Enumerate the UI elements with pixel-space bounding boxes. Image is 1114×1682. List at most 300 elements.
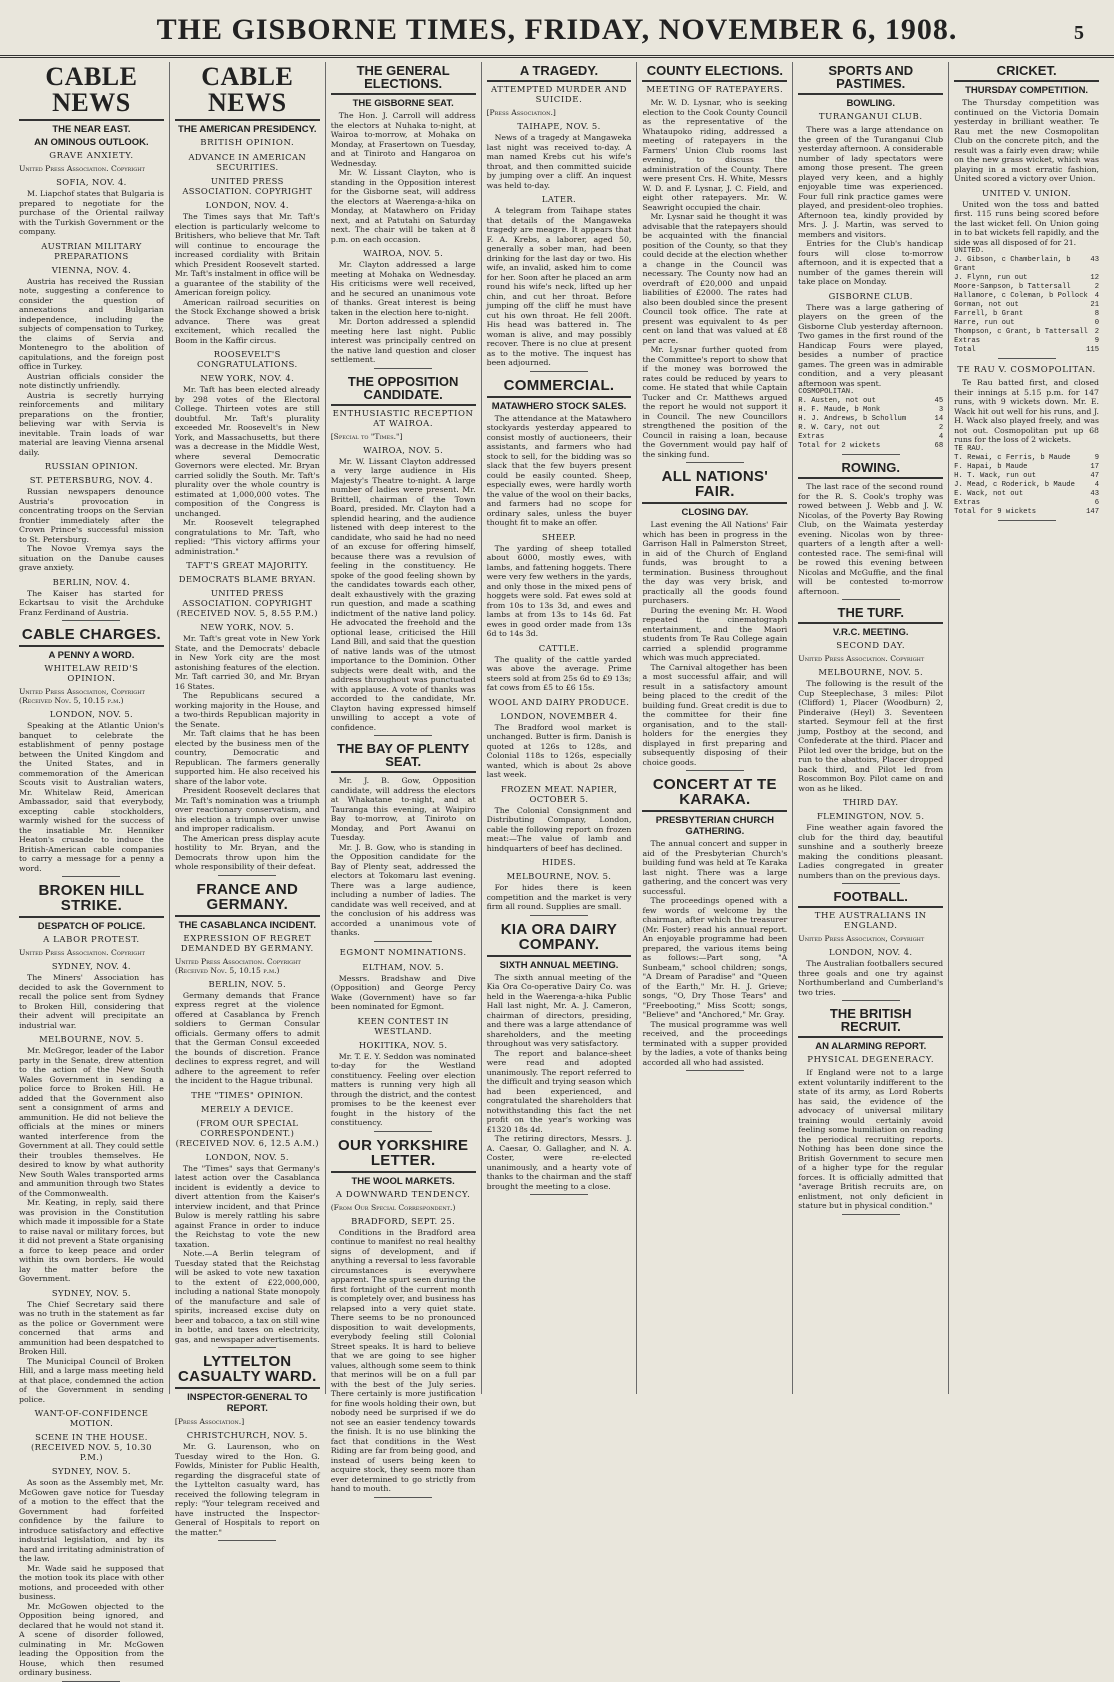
scorecard [798, 388, 943, 451]
section-divider [686, 1070, 744, 1071]
article-paragraph: Mr. Lysnar said he thought it was advisable that the ratepayers should be acquainted with the financial position of the County, so that they could decide at the election whether a change in the Council was necessary. The County now had an overdraft of £20,000 and unpaid liabilities of £2000. The rates had also been doubled since the present Council took office. The rate at present was equivalent to 4s per cent on land that was valued at £8 per acre. [642, 212, 788, 345]
section-divider [62, 1681, 120, 1682]
score-runs: 4 [1094, 480, 1100, 489]
dateline: NEW YORK, NOV. 5. [200, 622, 295, 632]
article-paragraph: The last race of the second round for the R. S. Cook's trophy was rowed between J. Webb and J. W. Nicolas, of the Poverty Bay Rowing Club, on the Waimata yesterday evening. Nicolas won by three-quarters of a length after a well-contested race. The semi-final will be rowed this evening between Nicolas and McGuffie, and the final will be contested to-morrow afternoon. [798, 482, 944, 596]
dateline: UNITED PRESS ASSOCIATION. COPYRIGHT [182, 176, 313, 196]
article-subheading: MATAWHERO STOCK SALES. [491, 400, 627, 412]
page-number: 5 [1074, 22, 1084, 44]
dateline: THE "TIMES" OPINION. [191, 1089, 304, 1100]
score-runs: 3 [938, 406, 944, 414]
score-row [954, 499, 1099, 508]
dateline: MERELY A DEVICE. [200, 1103, 294, 1114]
headline-rule [331, 404, 476, 406]
dateline: LONDON, NOVEMBER 4. [500, 710, 618, 721]
article-kicker: BRITISH OPINION. [200, 138, 295, 148]
press-credit: [Special to "Times."] [330, 431, 403, 441]
section-divider [374, 735, 432, 736]
column [637, 62, 793, 1394]
dateline: HOKITIKA, NOV. 5. [358, 1039, 448, 1050]
dateline: BRADFORD, SEPT. 25. [351, 1215, 456, 1226]
article-kicker: A DOWNWARD TENDENCY. [335, 1189, 471, 1200]
article-paragraph: The Australian footballers secured three goals and one try against Northumberland and Cumberland's two tries. [798, 959, 944, 997]
section-divider [218, 1540, 276, 1541]
score-runs: 8 [1094, 310, 1100, 318]
article-subheading: THE CASABLANCA INCIDENT. [178, 919, 316, 931]
article-headline: THE BRITISH RECRUIT. [829, 1006, 912, 1034]
article-paragraph: The attendance at the Matawhero stockyards yesterday appeared to consist mostly of auctioneers, their assistants, and farmers who had stock to sell, for the bidding was so slack that the few buyers present could be easily counted. Sheep, especially ewes, were hardly worth the value of the wool on their backs, and farmers had no scope for ordinary sales, unless the buyer thought fit to make an offer. [486, 413, 632, 527]
article-kicker: A LABOR PROTEST. [43, 935, 140, 945]
article-paragraph: Messrs. Bradshaw and Dive (Opposition) and George Percy Wake (Government) have so far been nominated for Egmont. [330, 973, 476, 1011]
article-paragraph: The American press display acute hostility to Mr. Bryan, and the Democrats throw upon him the whole responsibility of their defeat. [174, 833, 320, 871]
section-divider [218, 875, 276, 876]
article-paragraph: United won the toss and batted first. 115 runs being scored before the last wicket fell. On Union going in to bat wickets fell rapidly, and the side was all disposed of for 21. [954, 199, 1100, 247]
article-headline: BROKEN HILL STRIKE. [38, 882, 145, 914]
article-subheading: THE GISBORNE SEAT. [352, 98, 454, 109]
article-headline: CABLE CHARGES. [21, 626, 162, 643]
section-divider [530, 371, 588, 372]
dateline: LATER. [541, 194, 577, 204]
article-kicker: ENTHUSIASTIC RECEPTION AT WAIROA. [332, 408, 474, 429]
score-runs: 14 [934, 415, 944, 423]
article-paragraph: The Times says that Mr. Taft's election is particularly welcome to Britishers, who believe that Mr. Taft will continue to encourage the increased cordiality with Britain which President Roosevelt started. Mr. Taft's instalment in office will be a guarantee of the stability of the American foreign policy. [174, 212, 320, 297]
headline-rule [642, 502, 787, 504]
article-paragraph: American railroad securities on the Stock Exchange showed a brisk advance. There was great excitement, which recalled the Boom in the Kaffir circus. [174, 297, 320, 345]
article-paragraph: Mr. W. D. Lysnar, who is seeking election to the Cook County Council as the representative of the Whataupoko riding, addressed a meeting of ratepayers in the Farmers' Union Club rooms last evening, to discuss the administration of the County. There were present Crs. H. White, Messrs W. D. and F. Lysnar, J. C. Field, and eight other ratepayers. Mr. W. Seawright occupied the chair. [642, 98, 788, 212]
dateline: HIDES. [542, 857, 576, 867]
article-paragraph: Mr. J. B. Gow, who is standing in the Opposition candidate for the Bay of Plenty seat, addressed the electors at Tokomaru last evening. There was a large audience, including a number of ladies. The candidate was well received, and at the conclusion of his address was accorded a unanimous vote of thanks. [330, 842, 476, 937]
dateline: ADVANCE IN AMERICAN SECURITIES. [188, 152, 307, 172]
score-name: T. Rewai, c Ferris, b Maude [954, 453, 1071, 462]
score-name: R. W. Cary, not out [798, 424, 881, 432]
article-paragraph: Austrian officials consider the note distinctly unfriendly. [19, 371, 164, 390]
dateline: SYDNEY, NOV. 4. [51, 961, 131, 971]
article-paragraph: The "Times" says that Germany's latest action over the Casablanca incident is evidently a device to divert attention from the Kaiser's interview incident, and that Prince Bulow is merely rattling his sabre against France in order to induce the Reichstag to vote the new taxation. [174, 1163, 320, 1249]
score-runs: 9 [1094, 337, 1100, 345]
headline-rule [19, 916, 164, 918]
article [19, 627, 164, 877]
dateline: UNITED PRESS ASSOCIATION. COPYRIGHT (RECEIVED NOV. 5, 8.55 P.M.) [176, 588, 318, 618]
dateline: TAIHAPE, NOV. 5. [517, 121, 601, 131]
dateline: ROOSEVELT'S CONGRATULATIONS. [197, 349, 298, 369]
article-paragraph: The Hon. J. Carroll will address the electors at Nuhaka to-night, at Wairoa to-morrow, at Mohaka on Monday, at Frasertown on Tuesday, and at Tiniroto and Hangaroa on Wednesday. [330, 111, 476, 168]
headline-rule [331, 771, 476, 773]
score-runs: 68 [934, 442, 944, 450]
article-paragraph: Mr. Lysnar further quoted from the Committee's report to show that if the money was borrowed the rates could be reduced by years to come. He stated that while Captain Tucker and Cr. Matthews argued the report he would not support it in Council. The new Councillors strengthened the position of the Council in raising a loan, because the Government would pay half of the sinking fund. [642, 345, 788, 459]
article-paragraph: The retiring directors, Messrs. J. A. Caesar, O. Gallagher, and N. A. Coster, were re-elected unanimously, and a hearty vote of thanks to the chairman and the staff brought the meeting to a close. [486, 1134, 632, 1191]
article-subheading: AN OMINOUS OUTLOOK. [34, 137, 149, 148]
dateline: CATTLE. [538, 642, 580, 653]
score-row [954, 337, 1099, 346]
score-runs: 2 [1094, 283, 1100, 291]
article [954, 64, 1099, 359]
article-headline: COMMERCIAL. [503, 376, 615, 394]
dateline: WANT-OF-CONFIDENCE MOTION. [34, 1408, 149, 1428]
column [482, 62, 638, 1394]
section-divider [62, 620, 120, 621]
press-credit: United Press Association. Copyright (Received Nov. 5, 10.15 p.m.) [174, 956, 301, 975]
article-paragraph: The musical programme was well received, and the proceedings terminated with a supper provided by the ladies, a vote of thanks being accorded all who had assisted. [642, 1019, 788, 1067]
press-credit: United Press Association, Copyright (Received Nov. 5, 10.15 p.m.) [19, 687, 145, 705]
dateline: SHEEP. [541, 531, 577, 542]
article-paragraph: Mr. G. Laurenson, who on Tuesday wired to the Hon. G. Fowlds, Minister for Public Health, regarding the disgraceful state of the Lyttelton casualty ward, has received the following telegram in reply: "Your telegram received and have instructed the Inspector-General of Hospitals to report on the matter." [174, 1442, 320, 1537]
dateline: LONDON, NOV. 5. [205, 1151, 289, 1162]
score-runs: 147 [1086, 507, 1100, 516]
article-paragraph: The Municipal Council of Broken Hill, and a large mass meeting held at that place, condemned the action of the Government in sending police. [19, 1356, 164, 1404]
dateline: WOOL AND DAIRY PRODUCE. [488, 696, 630, 707]
dateline: SYDNEY, NOV. 5. [51, 1287, 131, 1298]
dateline: WAIROA, NOV. 5. [363, 444, 444, 455]
dateline: FROZEN MEAT. NAPIER, OCTOBER 5. [500, 783, 618, 804]
dateline: NEW YORK, NOV. 4. [200, 373, 295, 383]
article-paragraph: Mr. T. E. Y. Seddon was nominated to-day for the Westland constituency. Feeling over election matters is running very high all through the district, and the contest promises to be the keenest ever fought in the history of the constituency. [330, 1051, 476, 1127]
section-divider [686, 462, 744, 463]
score-name: Extras [798, 433, 825, 441]
article-paragraph: Russian newspapers denounce Austria's provocation in concentrating troops on the Servian frontier immediately after the Crown Prince's successful mission to St. Petersburg. [19, 487, 164, 544]
article-headline: COUNTY ELECTIONS. [646, 63, 783, 78]
article-kicker: TE RAU V. COSMOPOLITAN. [957, 365, 1096, 375]
article-subheading: AN ALARMING REPORT. [815, 1041, 927, 1052]
dateline: (FROM OUR SPECIAL CORRESPONDENT.) (RECEIVED NOV. 6, 12.5 A.M.) [175, 1117, 319, 1148]
article-paragraph: Mr. J. B. Gow, Opposition candidate, will address the electors at Whakatane to-night, and at Tauranga this evening, at Waipiro Bay to-morrow, at Tiniroto on Monday, and Port Awanui on Tuesday. [330, 776, 476, 842]
article-paragraph: The Thursday competition was continued on the Victoria Domain yesterday in brilliant weather. Te Rau met the new Cosmopolitan Club on the concrete pitch, and the result was a fairly even draw; while on the new grass wicket, which was playing in a most erratic fashion, United scored a victory over Union. [954, 98, 1100, 183]
article-paragraph: Entries for the Club's handicap fours will close to-morrow afternoon, and it is expected that a number of the games therein will take place on Monday. [798, 239, 944, 286]
article-paragraph: The quality of the cattle yarded was above the average. Prime steers sold at from 25s 6d to £9 13s; fat cows from £5 to £6 15s. [486, 654, 632, 692]
press-credit: [Press Association.] [174, 1417, 245, 1426]
article-subheading: THURSDAY COMPETITION. [965, 85, 1089, 96]
article-paragraph: Mr. Wade said he supposed that the motion took its place with other motions, and proceeded with other business. [19, 1563, 164, 1601]
article-paragraph: The following is the result of the Cup Steeplechase, 3 miles: Pilot (Clifford) 1, Placer (Woodburn) 2, Pinderaive (Heyl) 3. Seventeen started. Seymour fell at the first jump, Postboy at the second, and Confederate at the third. Placer and Pilot led over the bridge, but on the run to the abattoirs, Placer dropped back third, and Pilot led from Roscommon Boy. Pilot came on and won as he liked. [798, 679, 944, 793]
score-name: Total [954, 346, 976, 354]
dateline: FLEMINGTON, NOV. 5. [816, 811, 925, 821]
article-subheading: THE WOOL MARKETS. [351, 1175, 455, 1187]
dateline: BERLIN, NOV. 5. [208, 978, 287, 989]
score-name: Hallamore, c Coleman, b Pollock [954, 292, 1088, 300]
article [798, 606, 943, 884]
section-divider [842, 599, 900, 600]
article-subheading: THE AMERICAN PRESIDENCY. [178, 124, 317, 135]
article-headline: THE BAY OF PLENTY SEAT. [337, 741, 470, 769]
press-credit: (From Our Special Correspondent.) [330, 1202, 456, 1212]
score-runs: 43 [1090, 489, 1100, 498]
dateline: LONDON, NOV. 4. [205, 200, 289, 210]
section-divider [998, 358, 1056, 359]
article-paragraph: Te Rau batted first, and closed their innings at 5.15 p.m. for 147 runs, with 9 wickets down. Mr. E. Wack hit out well for his runs, and J. H. Wack also played freely, and was not out. Cosmopolitan put up 68 runs for the loss of 2 wickets. [954, 378, 1100, 444]
article-headline: CRICKET. [996, 63, 1057, 78]
score-name: H. J. Andrews, b Schollum [798, 415, 907, 423]
dateline: KEEN CONTEST IN WESTLAND. [357, 1015, 449, 1036]
article-paragraph: The Bradford wool market is unchanged. Butter is firm. Danish is quoted at 126s to 128s, and Colonial 118s to 126s, especially wanted, which is about 2s above last week. [486, 722, 632, 779]
score-name: Total for 9 wickets [954, 507, 1037, 516]
score-runs: 4 [1094, 292, 1100, 300]
article-headline: ALL NATIONS' FAIR. [661, 468, 769, 500]
score-row [954, 445, 1099, 454]
dateline: WAIROA, NOV. 5. [363, 248, 444, 258]
section-divider [842, 454, 900, 455]
dateline: LONDON, NOV. 5. [49, 709, 134, 719]
article-headline: KIA ORA DAIRY COMPANY. [500, 920, 618, 953]
dateline: ELTHAM, NOV. 5. [362, 961, 445, 972]
article [642, 469, 787, 771]
article-paragraph: The Miners' Association has decided to ask the Government to recall the police sent from Sydney to Broken Hill, considering that their advent will precipitate an industrial war. [19, 973, 164, 1030]
column [170, 62, 326, 1537]
article-kicker: MEETING OF RATEPAYERS. [646, 85, 784, 95]
dateline: AUSTRIAN MILITARY PREPARATIONS [41, 240, 142, 261]
dateline: RUSSIAN OPINION. [44, 461, 139, 471]
article-subheading: BOWLING. [846, 98, 895, 109]
article [642, 64, 787, 463]
column [326, 62, 482, 1493]
article [331, 1138, 476, 1498]
score-name: H. F. Maude, b Monk [798, 406, 881, 414]
article [487, 378, 632, 916]
article-paragraph: President Roosevelt declares that Mr. Taft's nomination was a triumph over reactionary conservatism, and his election a triumph over unwise and improper radicalism. [174, 786, 320, 833]
article [175, 1354, 320, 1541]
article-headline: SPORTS AND PASTIMES. [828, 63, 914, 91]
column [793, 62, 949, 1394]
article-headline: CONCERT AT TE KARAKA. [652, 776, 777, 808]
dateline: GISBORNE CLUB. [828, 290, 913, 301]
section-divider [218, 1347, 276, 1348]
article-paragraph: If England were not to a large extent voluntarily indifferent to the state of its army, as Lord Roberts has said, the evidence of the advocacy of universal military training would certainly avoid feeling some humiliation on reading the periodical recruiting reports. Nothing has been done since the British Government to secure men of a higher type for the regular forces. It is officially admitted that "average British recruits are, on enlistment, not only deficient in stature but in physical condition." [798, 1068, 944, 1210]
scorecard [954, 445, 1099, 517]
dateline: BERLIN, NOV. 4. [52, 576, 131, 587]
dateline: VIENNA, NOV. 4. [51, 264, 132, 275]
article-headline: THE GENERAL ELECTIONS. [356, 63, 450, 91]
article-subheading: PRESBYTERIAN CHURCH GATHERING. [655, 815, 774, 837]
score-row [954, 481, 1099, 490]
article-headline: FOOTBALL. [833, 889, 908, 904]
score-name: COSMOPOLITAN. [798, 388, 855, 396]
score-name: TE RAU. [954, 444, 985, 453]
article-paragraph: Austria has received the Russian note, suggesting a conference to consider the question of annexations and Bulgarian independence, including the subjects of compensation to Turkey, the claims of Servia and Montenegro to the abolition of capitulations, and the foreign post office in Turkey. [19, 276, 164, 371]
scorecard [954, 247, 1099, 355]
score-row [954, 319, 1099, 328]
score-row [954, 346, 1099, 355]
article-kicker: TURANGANUI CLUB. [818, 112, 923, 122]
score-runs: 9 [1094, 453, 1100, 462]
score-runs: 6 [1094, 498, 1100, 507]
article-kicker: ATTEMPTED MURDER AND SUICIDE. [491, 85, 627, 105]
score-row [954, 328, 1099, 337]
score-name: Extras [954, 498, 981, 507]
article-paragraph: Mr. Dorton addressed a splendid meeting here last night. Public interest was principally centred on the native land question and closer settlement. [330, 317, 476, 364]
dateline: MELBOURNE, NOV. 5. [818, 667, 924, 677]
article-headline: THE TURF. [837, 605, 904, 620]
article [798, 64, 943, 455]
section-divider [62, 876, 120, 877]
article-paragraph: Conditions in the Bradford area continue to manifest no real healthy signs of development, and if anything a reversal to less favorable circumstances is everywhere apparent. The spurt seen during the first fortnight of the current month is completely over, and business has relapsed into a very quiet state. There seems to be no pronounced disposition to wait developments, everybody feeling still Colonial Street speaks. It is hard to believe that we are going to see higher values, although some seem to think that merinos will be on a full par with the best of the July series. There certainly is more justification for fine wools holding their own, but nobody need be surprised if we do not see an easier tendency towards the finish. It is no use blinking the fact that conditions in the West Riding are far from being good, and instead of users being keen to acquire stock, they seem more than ever determined to go strictly from hand to mouth. [330, 1227, 476, 1493]
article [487, 922, 632, 1196]
press-credit: United Press Association. Copyright [19, 164, 145, 173]
article-kicker: EXPRESSION OF REGRET DEMANDED BY GERMANY. [180, 933, 314, 954]
article [19, 64, 164, 621]
headline-rule [642, 810, 787, 812]
article-paragraph: The Colonial Consignment and Distributing Company, London, cable the following report on frozen meat:—The value of lamb and hindquarters of beef has declined. [486, 805, 632, 853]
section-divider [842, 1214, 900, 1215]
score-name: F. Hapai, b Maude [954, 462, 1028, 471]
headline-rule [175, 915, 320, 917]
article [798, 890, 943, 1001]
score-row [798, 397, 943, 406]
article-headline: LYTTELTON CASUALTY WARD. [177, 1353, 317, 1385]
article-paragraph: Mr. W. Lissant Clayton, who is standing in the Opposition interest for the Gisborne seat, will address the electors at Waerenga-a-hika on Monday, at Matawhero on Friday next, and at Patutahi on Saturday next. The chair will be taken at 8 p.m. on each occasion. [330, 168, 476, 244]
score-row [954, 490, 1099, 499]
press-credit: United Press Association. Copyright [798, 654, 925, 663]
article-paragraph: Mr. Roosevelt telegraphed congratulations to Mr. Taft, who replied: "This victory affirms your administration." [174, 518, 320, 556]
score-name: Moore-Sampson, b Tattersall [954, 283, 1071, 291]
dateline: UNITED V. UNION. [982, 187, 1072, 198]
article-kicker: PHYSICAL DEGENERACY. [807, 1055, 935, 1065]
score-name: Gorman, not out [954, 301, 1019, 309]
article-paragraph: The Carnival altogether has been a most successful affair, and will result in a satisfactory amount being placed to the credit of the building fund. Great credit is due to the committee for their fine organisation, and to the stall-holders for the energies they displayed in first preparing and subsequently disposing of their choice goods. [642, 662, 788, 767]
article [175, 882, 320, 1349]
score-row [954, 472, 1099, 481]
article-paragraph: Mr. Taft claims that he has been elected by the business men of the country, Democratic and Republican. The farmers generally supported him. He also received his share of the labor vote. [174, 729, 320, 786]
article-subheading: DESPATCH OF POLICE. [37, 921, 146, 932]
article-paragraph: The annual concert and supper in aid of the Presbyterian Church's building fund was held at Te Karaka last night. There was a large gathering, and the concert was very successful. [642, 839, 788, 896]
score-runs: 17 [1090, 462, 1100, 471]
headline-rule [331, 1171, 476, 1173]
article-paragraph: The sixth annual meeting of the Kia Ora Co-operative Dairy Co. was held in the Waerenga-a-hika Public Hall last night, Mr. A. J. Cameron, chairman of directors, presiding, and there was a large attendance of shareholders, and the meeting throughout was very satisfactory. [486, 972, 632, 1048]
score-row [954, 310, 1099, 319]
score-name: H. T. Wack, run out [954, 471, 1037, 480]
score-runs: 21 [1090, 301, 1100, 309]
article-paragraph: M. Liapchof states that Bulgaria is prepared to negotiate for the purchase of the Oriental railway with the Turkish Government or the company. [19, 189, 164, 236]
article-paragraph: Mr. W. Lissant Clayton addressed a very large audience in His Majesty's Theatre to-night. A large number of ladies were present. Mr. Brittell, chairman of the Town Board, presided. Mr. Clayton had a splendid hearing, and the audience listened with deep interest to the candidate, who said he had no need of an excuse for offering himself, because there was a revulsion of feeling in the constituency. He spoke of the good feeling shown by the candidates towards each other, dealt exhaustively with the grazing run question, and made a scathing indictment of the native land policy. He advocated the freehold and the optional lease, criticised the Hill Land Bill, and said that the question of native lands was of the utmost importance to the Dominion. Other subjects were dealt with, and the address throughout was punctuated with applause. A vote of thanks was accorded to the candidate, Mr. Clayton having expressed himself unwilling to accept a vote of confidence. [330, 456, 476, 732]
article-paragraph: Mr. McGregor, leader of the Labor party in the Senate, drew attention to the action of the New South Wales Government in sending a police force to Broken Hill. He added that the Government also sent a consignment of arms and ammunition. He did not believe the officials at the mines or miners wanted interference from the Government at all. They could settle their troubles themselves. He desired to know by what authority New South Wales transported arms and ammunition through two States of the Commonwealth. [19, 1046, 164, 1198]
dateline: THIRD DAY. [843, 797, 899, 807]
score-name: Harre, run out [954, 319, 1015, 327]
dateline: MELBOURNE, NOV. 5. [39, 1034, 144, 1044]
dateline: SYDNEY, NOV. 5. [51, 1466, 131, 1476]
masthead [0, 0, 1114, 58]
dateline: SCENE IN THE HOUSE. (RECEIVED NOV. 5, 10.30 P.M.) [31, 1432, 152, 1462]
score-row [798, 442, 943, 451]
section-divider [374, 1131, 432, 1132]
article-paragraph: The Kaiser has started for Eckartsau to visit the Archduke Franz Ferdinand of Austria. [19, 588, 164, 617]
score-row [954, 247, 1099, 256]
section-divider [374, 368, 432, 369]
dateline: DEMOCRATS BLAME BRYAN. [178, 574, 316, 584]
article [331, 375, 476, 737]
article-paragraph: News of a tragedy at Mangaweka last night was received to-day. A man named Krebs cut his wife's throat, and then committed suicide by jumping over a cliff. An inquest was held to-day. [486, 133, 632, 190]
score-runs: 45 [934, 397, 944, 405]
newspaper-title: THE GISBORNE TIMES, FRIDAY, NOVEMBER 6, 1908. [156, 13, 958, 46]
article-headline: ROWING. [841, 460, 900, 475]
article-paragraph: During the evening Mr. H. Wood repeated the cinematograph entertainment, and the Maori students from Te Rau College again carried a splendid programme which was much appreciated. [642, 605, 788, 662]
dateline: LONDON, NOV. 4. [829, 947, 913, 957]
article-subheading: SIXTH ANNUAL MEETING. [499, 959, 619, 971]
article-paragraph: The Novoe Vremya says the situation on the Danube causes grave anxiety. [19, 544, 164, 572]
article-paragraph: The Chief Secretary said there was no truth in the statement as far as the police or Government were concerned that arms and ammunition had been despatched to Broken Hill. [19, 1299, 164, 1356]
headline-rule [175, 1387, 320, 1389]
score-row [798, 388, 943, 397]
column [949, 62, 1104, 1394]
score-runs: 2 [938, 424, 944, 432]
score-name: Extras [954, 337, 981, 345]
article-subheading: INSPECTOR-GENERAL TO REPORT. [187, 1392, 308, 1414]
article-kicker: SECOND DAY. [836, 641, 906, 651]
score-runs: 0 [1094, 319, 1100, 327]
headline-rule [175, 119, 320, 121]
article [175, 64, 320, 876]
article [642, 777, 787, 1071]
score-name: J. Mead, c Roderick, b Maude [954, 480, 1075, 489]
article-paragraph: Mr. Taft has been elected already by 298 votes of the Electoral College. Thirteen votes are still doubtful. Mr. Taft's plurality exceeded Mr. Roosevelt's in New York, and Massachusetts, but there was a decrease in the Middle West, where several Democratic Governors were elected. Mr. Bryan carried solidly the South. Mr. Taft's plurality over the whole country is estimated at 1,000,000 votes. The composition of the Congress is unchanged. [174, 385, 320, 518]
headline-rule [798, 93, 943, 95]
score-row [954, 274, 1099, 283]
article-paragraph: Last evening the All Nations' Fair which has been in progress in the Garrison Hall in Palmerston Street, in aid of the Church of England funds, was brought to a termination. Business throughout the day was very brisk, and practically all the goods found purchasers. [642, 520, 788, 605]
headline-rule [19, 645, 164, 647]
headline-rule [487, 396, 632, 398]
article-paragraph: Note.—A Berlin telegram of Tuesday stated that the Reichstag will be asked to vote new taxation to the extent of £22,000,000, including a national State monopoly of the manufacture and sale of spirits, increased excise duty on beer and tobacco, a tax on still wine in bottle, and taxes on electricity, gas, and newspaper advertisements. [174, 1249, 320, 1344]
section-divider [530, 1194, 588, 1195]
section-divider [842, 1000, 900, 1001]
article-paragraph: Fine weather again favored the club for the third day, beautiful sunshine and a southerly breeze making the conditions pleasant. Ladies congregated in greater numbers than on the previous days. [798, 823, 944, 880]
article [487, 64, 632, 372]
dateline: SOFIA, NOV. 4. [56, 177, 127, 187]
score-row [954, 463, 1099, 472]
dateline: ST. PETERSBURG, NOV. 4. [29, 475, 154, 485]
article-headline: FRANCE AND GERMANY. [196, 880, 299, 913]
article [331, 64, 476, 369]
headline-rule [798, 906, 943, 908]
column [14, 62, 170, 1677]
score-name: Thompson, c Grant, b Tattersall [954, 328, 1088, 336]
score-row [954, 283, 1099, 292]
score-runs: 43 [1090, 256, 1100, 264]
article-paragraph: Germany demands that France express regret at the violence offered at Casablanca by French soldiers to German Consular officials. Germany offers to admit that the German Consul exceeded the bounds of discretion. France declines to express regret, and will adhere to the agreement to refer the incident to the Hague tribunal. [174, 990, 320, 1085]
article-headline: CABLE NEWS [45, 62, 138, 117]
article-paragraph: The yarding of sheep totalled about 6000, mostly ewes, with lambs, and fattening hoggets. There were very few wethers in the yards, and only those in the mixed pens of hoggets were sold. Fat ewes sold at from 10s to 13s 3d, and ewes and lambs at from 13s to 14s 6d. Fat ewes in good order made from 13s 6d to 14s 3d. [486, 543, 632, 638]
article-subheading: THE NEAR EAST. [52, 124, 131, 135]
article-paragraph: The report and balance-sheet were read and adopted unanimously. The report referred to the difficult and trying season which had been experienced, and congratulated the shareholders that notwithstanding this fact the net profit on the year's working was £1320 18s 4d. [486, 1048, 632, 1134]
score-runs: 4 [938, 433, 944, 441]
article [19, 883, 164, 1682]
press-credit: [Press Association.] [486, 108, 556, 117]
score-row [954, 454, 1099, 463]
score-name: UNITED. [954, 247, 985, 255]
headline-rule [487, 955, 632, 957]
article [331, 948, 476, 1132]
article-paragraph: There was a large gathering of players on the green of the Gisborne Club yesterday afternoon. Two games in the first round of the Handicap Fours were played, besides a number of practice games. The green was in admirable condition, and a very pleasant afternoon was spent. [798, 302, 944, 388]
score-name: J. Gibson, c Chamberlain, b Grant [954, 256, 1071, 273]
columns [14, 62, 1104, 1677]
headline-rule [19, 119, 164, 121]
article [798, 461, 943, 600]
score-row [798, 406, 943, 415]
score-row [798, 424, 943, 433]
article-headline: OUR YORKSHIRE LETTER. [337, 1136, 469, 1169]
score-runs: 47 [1090, 471, 1100, 480]
score-row [954, 508, 1099, 517]
article-kicker: EGMONT NOMINATIONS. [339, 947, 467, 958]
article-headline: CABLE NEWS [201, 62, 294, 117]
score-row [954, 301, 1099, 310]
section-divider [998, 520, 1056, 521]
article-paragraph: As soon as the Assembly met, Mr. McGowen gave notice for Tuesday of a motion to the effect that the Government had forfeited confidence by the failure to introduce satisfactory and effective industrial legislation, and by its hard and irritating administration of the law. [19, 1478, 164, 1563]
article-paragraph: A telegram from Taihape states that details of the Mangaweka tragedy are meagre. It appears that F. A. Krebs, a laborer, aged 50, generally a sober man, had been drinking for the last day or two. His wife, an invalid, asked him to come for her. Soon after he placed an arm round his wife's neck, lifted up her chin, and cut her throat. Before jumping off the cliff he must have cut his own throat. He fell 200ft. His head was battered in. The woman is alive, and may possibly recover. There is no clue at present as to the motive. The inquest has been adjourned. [486, 206, 632, 367]
section-divider [842, 883, 900, 884]
article-headline: THE OPPOSITION CANDIDATE. [347, 373, 459, 402]
dateline: TAFT'S GREAT MAJORITY. [186, 560, 309, 570]
article-kicker: THE AUSTRALIANS IN ENGLAND. [814, 911, 927, 931]
article-kicker: GRAVE ANXIETY. [49, 151, 134, 161]
article-paragraph: Speaking at the Atlantic Union's banquet to celebrate the establishment of penny postage between the United Kingdom and the United States, and in commemoration of the American Scouts visit to Australian waters, Mr. Whitelaw Reid, American Ambassador, said that everybody, excepting cable stockholders, warmly wished for the success of the insatiable Mr. Henniker Heaton's crusade to induce the British-American cable companies to carry a message for a penny a word. [19, 721, 164, 873]
score-runs: 115 [1086, 346, 1100, 354]
article-kicker: WHITELAW REID'S OPINION. [44, 664, 139, 684]
